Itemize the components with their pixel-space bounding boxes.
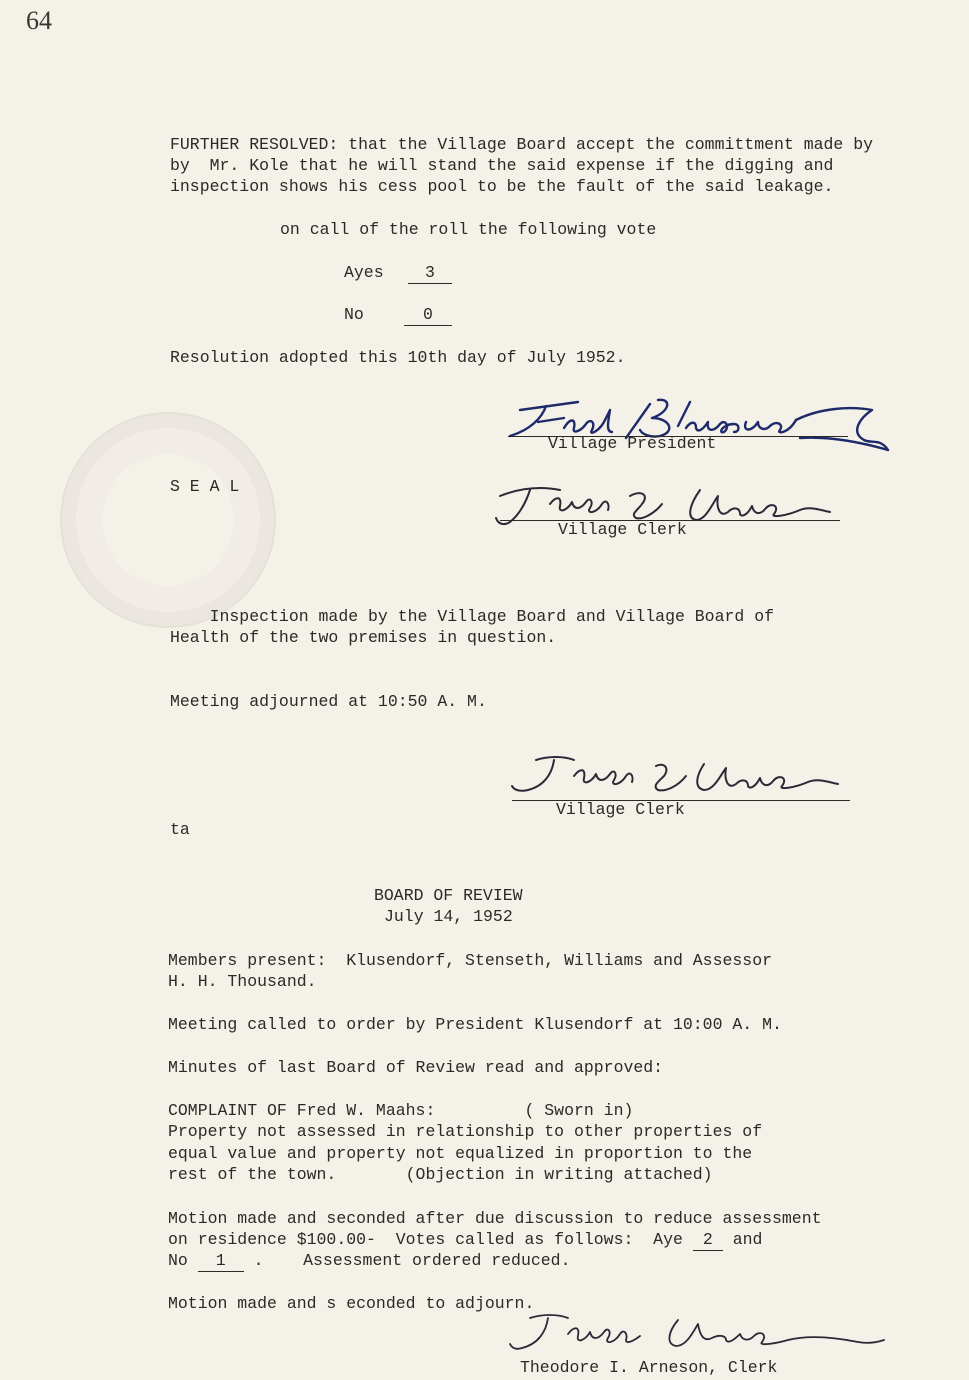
motion-line-1: Motion made and seconded after due discussion to reduce assessment (168, 1209, 822, 1228)
seal-label: S E A L (170, 477, 240, 496)
members-present-line-2: H. H. Thousand. (168, 972, 317, 991)
president-signature (500, 388, 900, 468)
embossed-seal (60, 412, 276, 628)
motion-line-2-and: and (722, 1230, 763, 1249)
roll-call-text: on call of the roll the following vote (280, 220, 657, 239)
inspection-line-2: Health of the two premises in question. (170, 628, 557, 647)
resolution-line-3: inspection shows his cess pool to be the fault of the said leakage. (170, 177, 834, 196)
board-of-review-date: July 14, 1952 (384, 907, 513, 926)
complaint-line-2: Property not assessed in relationship to other properties of (168, 1122, 763, 1141)
final-clerk-signature (508, 1306, 888, 1358)
ayes-label: Ayes (344, 263, 384, 282)
clerk-title-2: Village Clerk (556, 800, 685, 819)
assessment-reduced: . Assessment ordered reduced. (243, 1251, 571, 1270)
page-number: 64 (26, 6, 52, 35)
resolution-line-1: FURTHER RESOLVED: that the Village Board accept the committment made by (170, 135, 874, 154)
president-title: Village President (548, 434, 717, 453)
clerk-name: Theodore I. Arneson, Clerk (520, 1358, 778, 1377)
no-value: 0 (404, 304, 452, 326)
meeting-adjourned: Meeting adjourned at 10:50 A. M. (170, 692, 487, 711)
board-of-review-title: BOARD OF REVIEW (374, 886, 523, 905)
motion-line-2-text: on residence $100.00- Votes called as follows: Aye (168, 1230, 693, 1249)
inspection-line-1: Inspection made by the Village Board and Village Board of (170, 607, 774, 626)
ayes-value: 3 (408, 262, 452, 284)
meeting-called: Meeting called to order by President Klusendorf at 10:00 A. M. (168, 1015, 782, 1034)
no-label: No (344, 305, 364, 324)
complaint-line-1: COMPLAINT OF Fred W. Maahs: ( Sworn in) (168, 1101, 634, 1120)
resolution-line-2: by Mr. Kole that he will stand the said expense if the digging and (170, 156, 834, 175)
aye-vote-value: 2 (693, 1229, 723, 1251)
adjourn-motion: Motion made and s econded to adjourn. (168, 1294, 535, 1313)
complaint-line-4: rest of the town. (Objection in writing attached) (168, 1165, 713, 1184)
resolution-adopted: Resolution adopted this 10th day of July 1952. (170, 348, 626, 367)
clerk-signature-2 (508, 750, 848, 802)
typist-initials: ta (170, 820, 190, 839)
motion-line-3 (168, 1250, 570, 1272)
members-present-line-1: Members present: Klusendorf, Stenseth, Williams and Assessor (168, 951, 772, 970)
clerk-title-1: Village Clerk (558, 520, 687, 539)
no-vote-label: No (168, 1251, 198, 1270)
no-vote-value: 1 (198, 1250, 244, 1272)
minutes-approved: Minutes of last Board of Review read and approved: (168, 1058, 664, 1077)
complaint-line-3: equal value and property not equalized in proportion to the (168, 1144, 753, 1163)
motion-line-2 (168, 1229, 762, 1251)
